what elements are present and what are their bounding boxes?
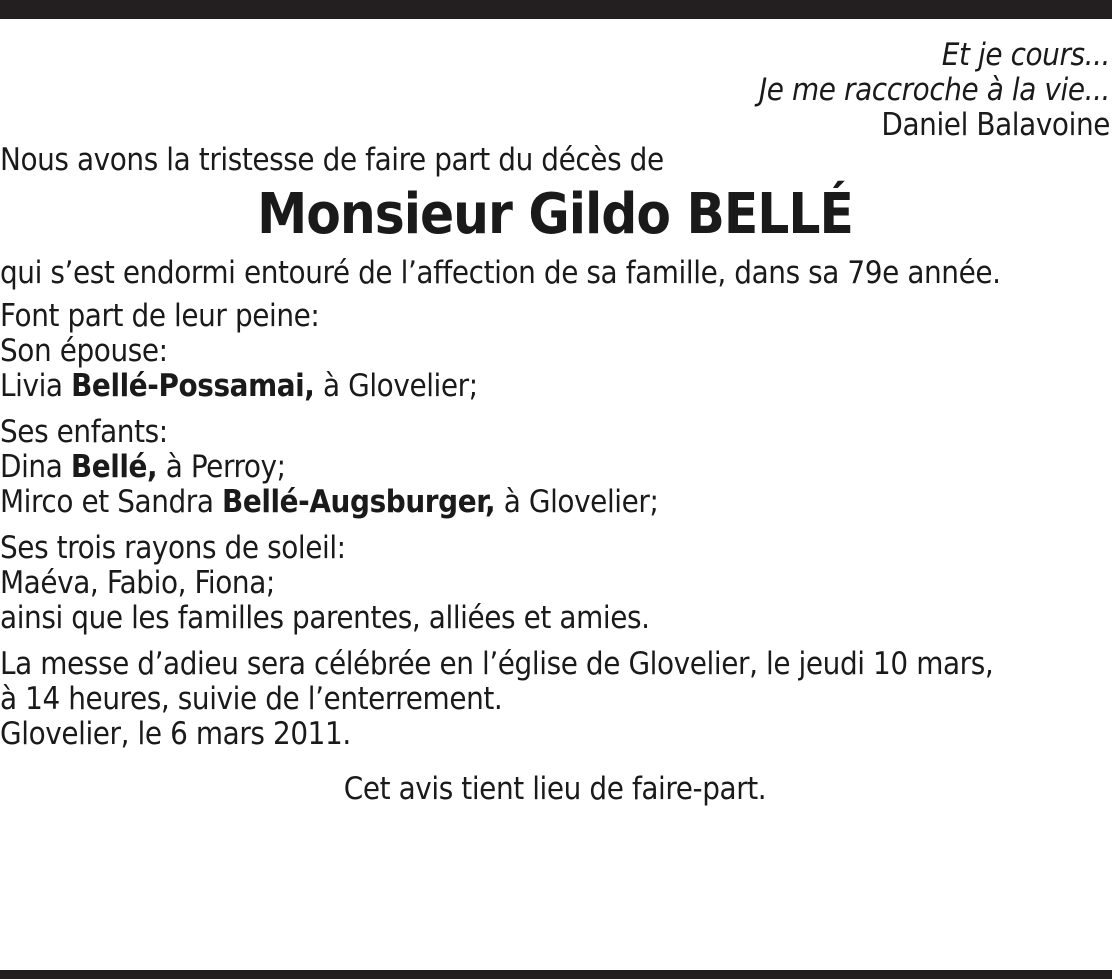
child-entry <box>0 485 1110 520</box>
closing-note: Cet avis tient lieu de faire-part. <box>343 771 767 807</box>
grandchildren-heading: Ses trois rayons de soleil: <box>0 530 346 566</box>
child-entry <box>0 450 1110 485</box>
bottom-border-rule <box>0 970 1112 979</box>
child-first-name: Mirco et Sandra <box>0 484 222 520</box>
grandchildren-section <box>0 531 1110 636</box>
epigraph-author: Daniel Balavoine <box>881 107 1110 143</box>
age-line: qui s’est endormi entouré de l’affection de sa famille, dans sa 79e année. <box>0 255 1001 291</box>
grandchildren-names: Maéva, Fabio, Fiona; <box>0 565 275 601</box>
ceremony-line-1: La messe d’adieu sera célébrée en l’église de Glovelier, le jeudi 10 mars, <box>0 646 994 682</box>
obituary-notice <box>0 38 1110 807</box>
spouse-heading: Son épouse: <box>0 333 168 369</box>
intro-text: Nous avons la tristesse de faire part du décès de <box>0 142 664 178</box>
place-and-date: Glovelier, le 6 mars 2011. <box>0 716 351 752</box>
deceased-name: Monsieur Gildo BELLÉ <box>257 182 853 247</box>
child-first-name: Dina <box>0 449 71 485</box>
epigraph-line-1: Et je cours... <box>941 37 1110 73</box>
epigraph-line-2: Je me raccroche à la vie... <box>758 72 1110 108</box>
ceremony-section <box>0 647 1110 752</box>
mourners-section <box>0 299 1110 404</box>
spouse-surname: Bellé-Possamai, <box>71 368 315 404</box>
extended-family-line: ainsi que les familles parentes, alliées et amies. <box>0 600 650 636</box>
top-border-rule <box>0 0 1112 19</box>
children-section <box>0 415 1110 520</box>
epigraph <box>0 38 1110 143</box>
ceremony-line-2: à 14 heures, suivie de l’enterrement. <box>0 681 503 717</box>
child-surname: Bellé, <box>70 449 158 485</box>
child-place: à Perroy; <box>157 449 286 485</box>
child-place: à Glovelier; <box>495 484 659 520</box>
mourners-heading: Font part de leur peine: <box>0 298 320 334</box>
spouse-entry <box>0 369 1110 404</box>
children-heading: Ses enfants: <box>0 414 168 450</box>
child-surname: Bellé-Augsburger, <box>221 484 496 520</box>
spouse-first-name: Livia <box>0 368 72 404</box>
spouse-place: à Glovelier; <box>314 368 478 404</box>
